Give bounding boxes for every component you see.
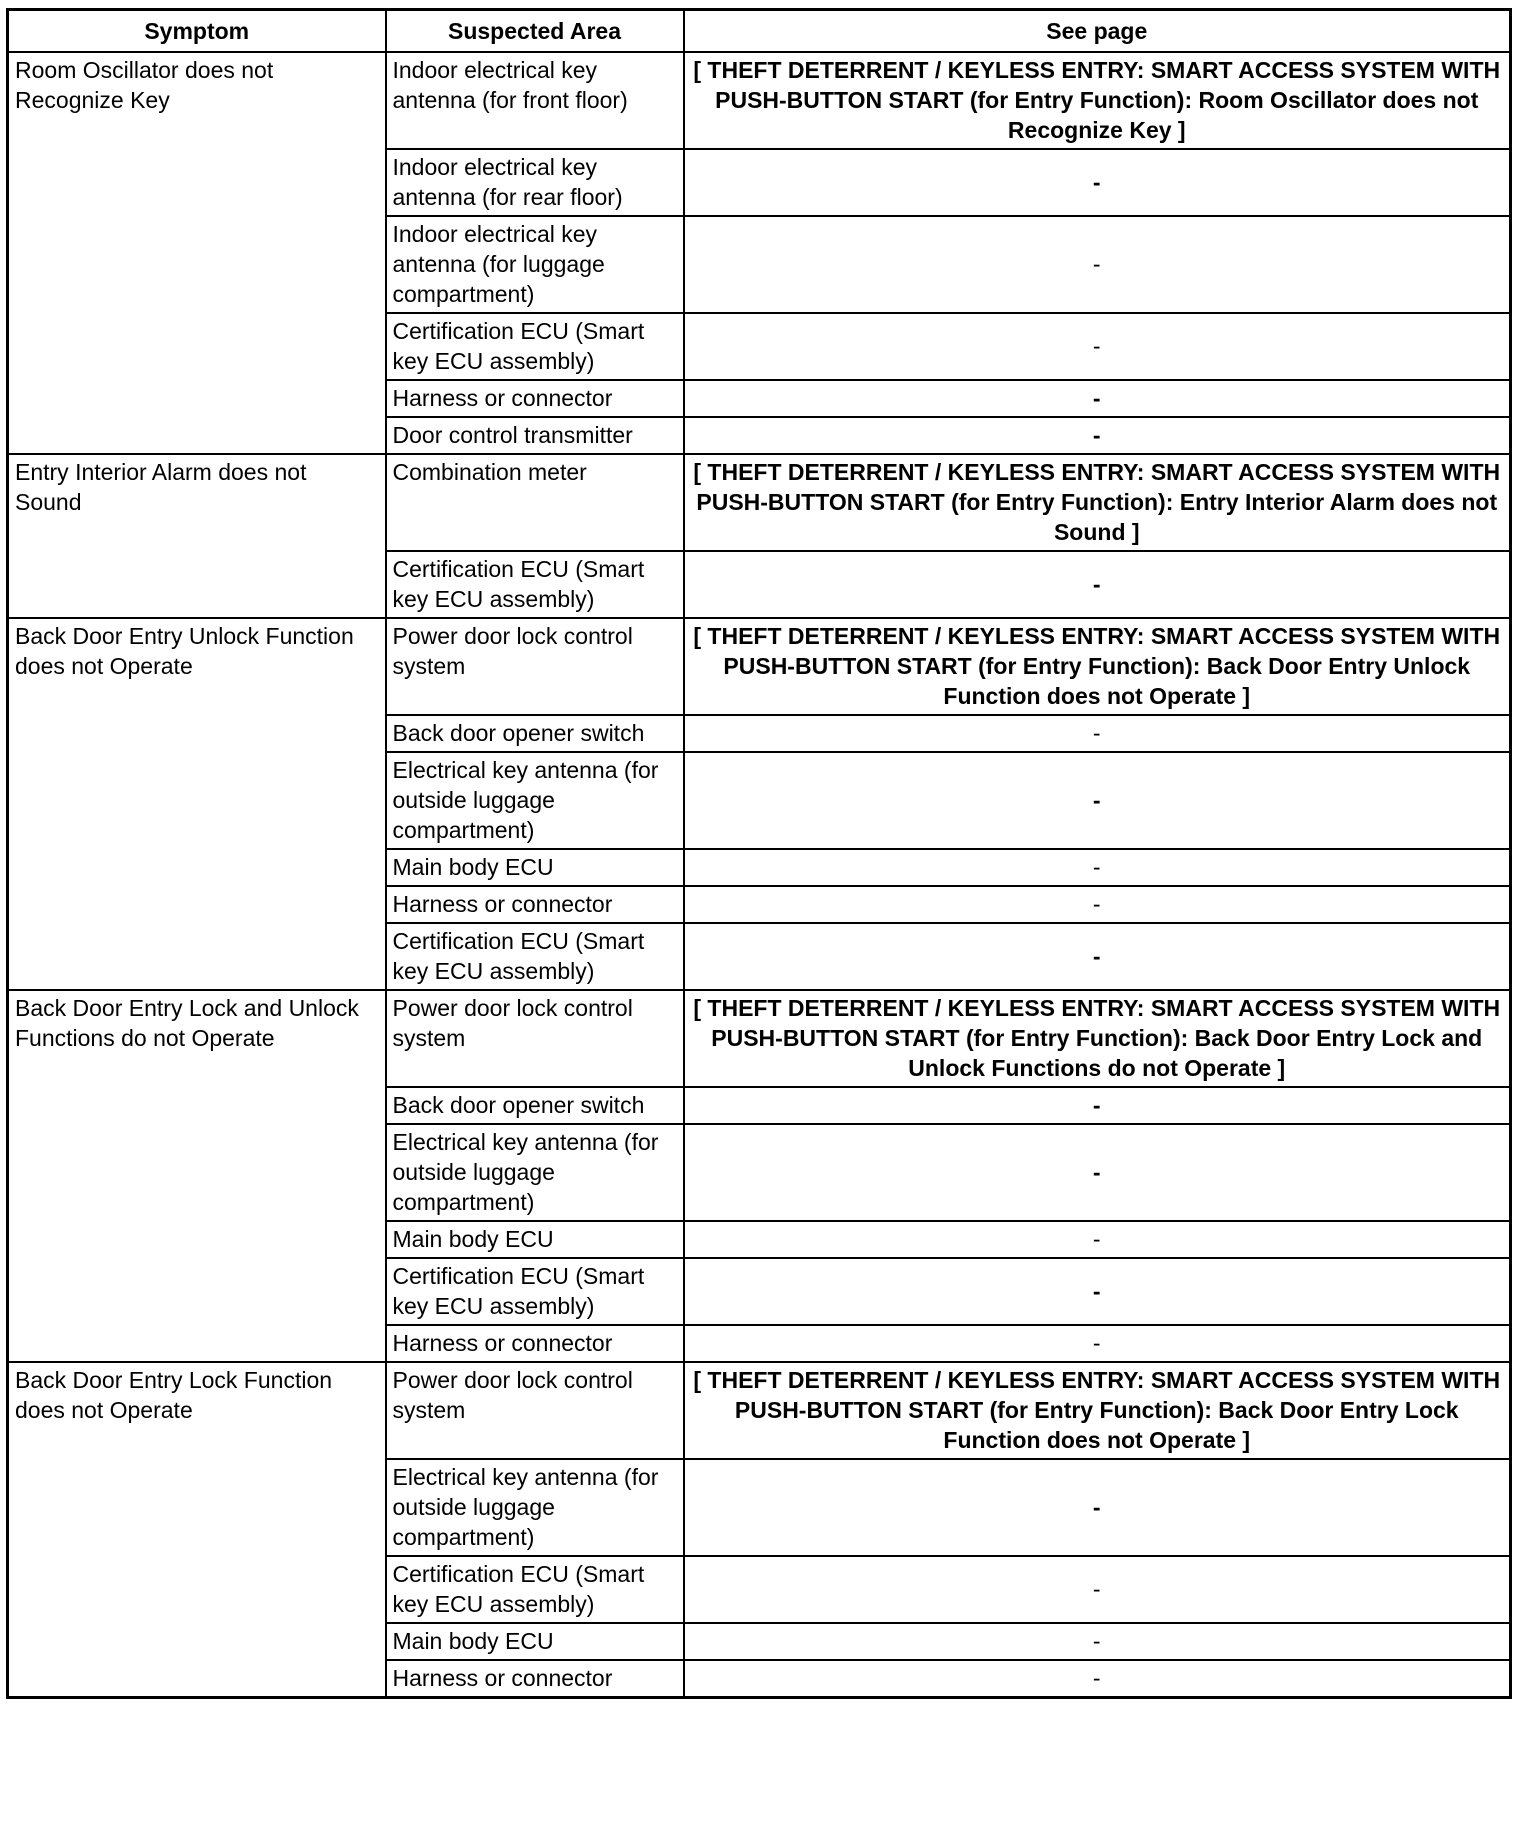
see-page-cell <box>684 1660 1511 1698</box>
suspected-area-cell: Harness or connector <box>386 1660 684 1698</box>
see-page-link[interactable]: [ THEFT DETERRENT / KEYLESS ENTRY: SMART ACCESS SYSTEM WITH PUSH-BUTTON START (for Entry Function): Back Door Entry Lock and Unlock Functions do not Operate ] <box>684 990 1511 1087</box>
see-page-dash: - <box>1092 1159 1101 1185</box>
see-page-dash: - <box>1092 1226 1101 1252</box>
see-page-cell <box>684 417 1511 454</box>
suspected-area-cell: Electrical key antenna (for outside luggage compartment) <box>386 752 684 849</box>
see-page-dash: - <box>1092 1576 1101 1602</box>
see-page-cell <box>684 1556 1511 1623</box>
symptom-cell: Back Door Entry Lock Function does not Operate <box>8 1362 386 1698</box>
suspected-area-cell: Indoor electrical key antenna (for rear floor) <box>386 149 684 216</box>
see-page-cell <box>684 149 1511 216</box>
header-symptom: Symptom <box>8 10 386 53</box>
suspected-area-cell: Back door opener switch <box>386 1087 684 1124</box>
see-page-cell <box>684 1087 1511 1124</box>
see-page-cell <box>684 1221 1511 1258</box>
see-page-cell <box>684 1459 1511 1556</box>
see-page-cell <box>684 313 1511 380</box>
see-page-cell <box>684 1124 1511 1221</box>
see-page-cell <box>684 1623 1511 1660</box>
suspected-area-cell: Certification ECU (Smart key ECU assembly) <box>386 551 684 618</box>
suspected-area-cell: Main body ECU <box>386 849 684 886</box>
see-page-cell <box>684 1258 1511 1325</box>
see-page-dash: - <box>1092 422 1101 448</box>
suspected-area-cell: Certification ECU (Smart key ECU assembly) <box>386 1556 684 1623</box>
suspected-area-cell: Back door opener switch <box>386 715 684 752</box>
header-suspected-area: Suspected Area <box>386 10 684 53</box>
suspected-area-cell: Power door lock control system <box>386 1362 684 1459</box>
see-page-link[interactable]: [ THEFT DETERRENT / KEYLESS ENTRY: SMART ACCESS SYSTEM WITH PUSH-BUTTON START (for Entry Function): Entry Interior Alarm does not Sound ] <box>684 454 1511 551</box>
suspected-area-cell: Certification ECU (Smart key ECU assembly) <box>386 313 684 380</box>
suspected-area-cell: Power door lock control system <box>386 990 684 1087</box>
table-row <box>8 990 1511 1087</box>
table-row <box>8 1362 1511 1459</box>
suspected-area-cell: Power door lock control system <box>386 618 684 715</box>
see-page-dash: - <box>1092 891 1101 917</box>
see-page-cell <box>684 923 1511 990</box>
see-page-cell <box>684 380 1511 417</box>
see-page-dash: - <box>1092 1628 1101 1654</box>
see-page-dash: - <box>1092 1494 1101 1520</box>
suspected-area-cell: Certification ECU (Smart key ECU assembly) <box>386 1258 684 1325</box>
suspected-area-cell: Indoor electrical key antenna (for front floor) <box>386 52 684 149</box>
see-page-link[interactable]: [ THEFT DETERRENT / KEYLESS ENTRY: SMART ACCESS SYSTEM WITH PUSH-BUTTON START (for Entry Function): Room Oscillator does not Recognize Key ] <box>684 52 1511 149</box>
symptom-cell: Entry Interior Alarm does not Sound <box>8 454 386 618</box>
header-row <box>8 10 1511 53</box>
suspected-area-cell: Indoor electrical key antenna (for luggage compartment) <box>386 216 684 313</box>
symptom-cell: Back Door Entry Lock and Unlock Functions do not Operate <box>8 990 386 1362</box>
table-row <box>8 454 1511 551</box>
suspected-area-cell: Door control transmitter <box>386 417 684 454</box>
problem-symptoms-table <box>6 8 1512 1699</box>
suspected-area-cell: Main body ECU <box>386 1221 684 1258</box>
symptom-cell: Room Oscillator does not Recognize Key <box>8 52 386 454</box>
see-page-dash: - <box>1092 333 1101 359</box>
table-row <box>8 618 1511 715</box>
see-page-link[interactable]: [ THEFT DETERRENT / KEYLESS ENTRY: SMART ACCESS SYSTEM WITH PUSH-BUTTON START (for Entry Function): Back Door Entry Lock Function does not Operate ] <box>684 1362 1511 1459</box>
see-page-dash: - <box>1092 251 1101 277</box>
suspected-area-cell: Certification ECU (Smart key ECU assembly) <box>386 923 684 990</box>
see-page-cell <box>684 216 1511 313</box>
suspected-area-cell: Harness or connector <box>386 886 684 923</box>
see-page-dash: - <box>1092 1092 1101 1118</box>
diagnosis-table-wrapper <box>6 8 1509 1699</box>
see-page-dash: - <box>1092 787 1101 813</box>
symptom-cell: Back Door Entry Unlock Function does not Operate <box>8 618 386 990</box>
suspected-area-cell: Harness or connector <box>386 1325 684 1362</box>
see-page-cell <box>684 849 1511 886</box>
suspected-area-cell: Electrical key antenna (for outside luggage compartment) <box>386 1459 684 1556</box>
see-page-cell <box>684 1325 1511 1362</box>
see-page-cell <box>684 715 1511 752</box>
see-page-dash: - <box>1092 1278 1101 1304</box>
see-page-cell <box>684 752 1511 849</box>
suspected-area-cell: Electrical key antenna (for outside luggage compartment) <box>386 1124 684 1221</box>
header-see-page: See page <box>684 10 1511 53</box>
suspected-area-cell: Main body ECU <box>386 1623 684 1660</box>
see-page-dash: - <box>1092 854 1101 880</box>
see-page-dash: - <box>1092 385 1101 411</box>
see-page-dash: - <box>1092 1330 1101 1356</box>
see-page-cell <box>684 551 1511 618</box>
see-page-dash: - <box>1092 169 1101 195</box>
see-page-dash: - <box>1092 1665 1101 1691</box>
see-page-link[interactable]: [ THEFT DETERRENT / KEYLESS ENTRY: SMART ACCESS SYSTEM WITH PUSH-BUTTON START (for Entry Function): Back Door Entry Unlock Function does not Operate ] <box>684 618 1511 715</box>
see-page-cell <box>684 886 1511 923</box>
see-page-dash: - <box>1092 720 1101 746</box>
see-page-dash: - <box>1092 943 1101 969</box>
table-row <box>8 52 1511 149</box>
suspected-area-cell: Combination meter <box>386 454 684 551</box>
suspected-area-cell: Harness or connector <box>386 380 684 417</box>
table-body <box>8 52 1511 1698</box>
see-page-dash: - <box>1092 571 1101 597</box>
